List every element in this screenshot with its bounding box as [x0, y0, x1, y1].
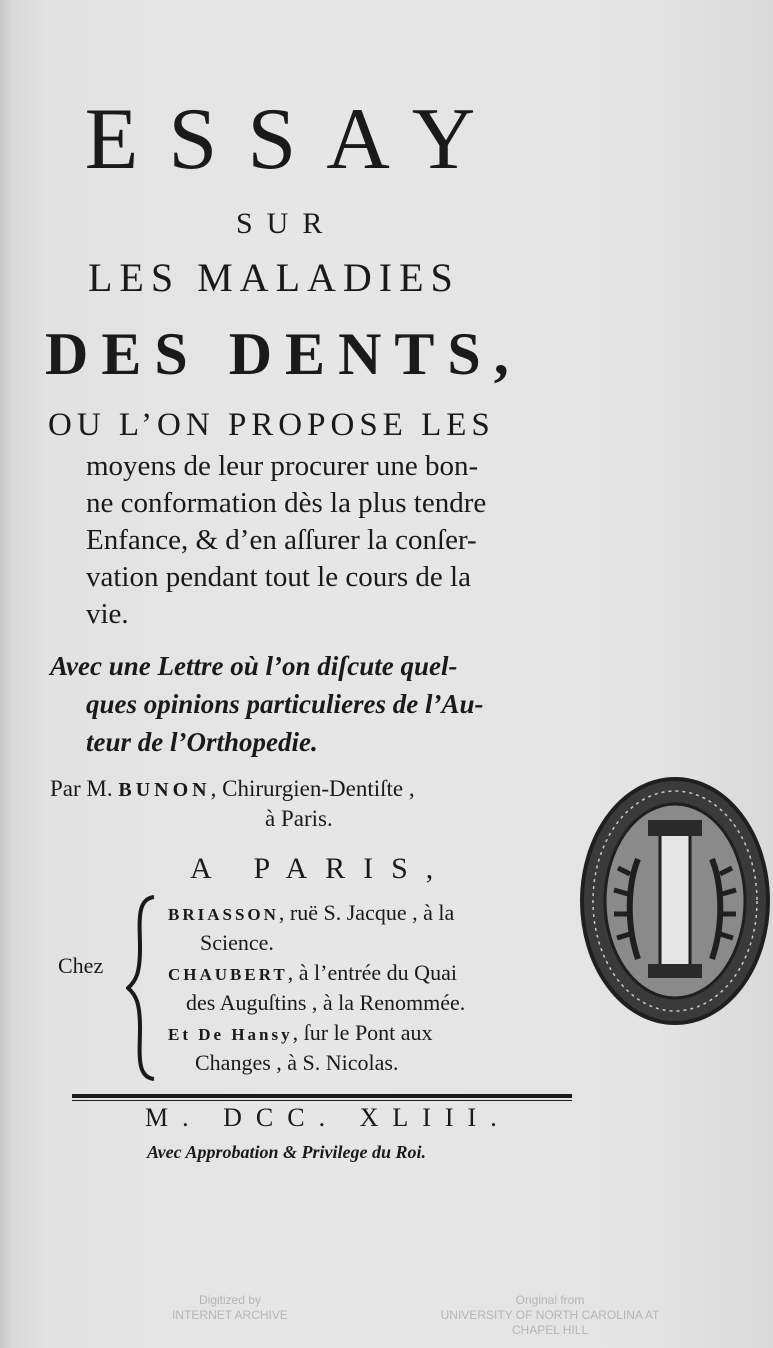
watermark-line: CHAPEL HILL	[511, 1323, 589, 1337]
seller-address: Science.	[200, 930, 274, 955]
subtitle-body	[86, 448, 556, 633]
watermark-original	[420, 1293, 680, 1338]
subtitle-line: vie.	[86, 598, 129, 630]
author-name: BUNON	[118, 779, 211, 801]
seller-address: des Auguſtins , à la Renommée.	[186, 990, 466, 1015]
title-sur: SUR	[236, 207, 337, 240]
seller-name: BRIASSON	[168, 905, 279, 924]
letter-line: ques opinions particulieres de l’Au-	[86, 689, 484, 719]
imprint-chez: Chez	[58, 953, 104, 978]
subtitle-line: ne conformation dès la plus tendre	[86, 487, 487, 519]
title-dents: DES DENTS,	[45, 321, 522, 387]
seller-address: Changes , à S. Nicolas.	[195, 1050, 399, 1075]
divider-rule	[72, 1094, 572, 1098]
seller-address: , ruë S. Jacque , à la	[278, 900, 455, 925]
seller-address: , à l’entrée du Quai	[287, 960, 457, 985]
title-essay: ESSAY	[84, 91, 506, 188]
title-maladies: LES MALADIES	[88, 255, 460, 300]
seller-line	[195, 1048, 398, 1078]
subtitle-heading: OU L’ON PROPOSE LES	[48, 407, 495, 443]
publication-year: M. DCC. XLIII.	[145, 1103, 511, 1132]
watermark-digitized	[160, 1293, 300, 1323]
author-line	[50, 776, 415, 802]
seller-name: CHAUBERT	[168, 965, 288, 984]
author-role: , Chirurgien-Dentiſte ,	[210, 776, 415, 801]
curly-brace-icon	[126, 893, 166, 1083]
subtitle-line: moyens de leur procurer une bon-	[86, 450, 479, 482]
author-prefix: Par M.	[50, 776, 113, 801]
watermark-line: INTERNET ARCHIVE	[172, 1308, 288, 1322]
seller-line	[186, 988, 465, 1018]
approbation-note: Avec Approbation & Privilege du Roi.	[147, 1142, 426, 1162]
watermark-line: Original from	[515, 1293, 585, 1307]
divider-rule	[72, 1100, 572, 1101]
watermark-line: Digitized by	[198, 1293, 262, 1307]
seller-line	[168, 1018, 433, 1050]
letter-note	[50, 647, 570, 761]
seller-address: , ſur le Pont aux	[292, 1020, 433, 1045]
watermark-line: UNIVERSITY OF NORTH CAROLINA AT	[440, 1308, 660, 1322]
author-city: à Paris.	[265, 806, 333, 831]
page-spine-shadow	[0, 0, 14, 1348]
letter-line: Avec une Lettre où l’on diſcute quel-	[50, 651, 458, 681]
letter-line: teur de l’Orthopedie.	[86, 727, 318, 757]
subtitle-line: vation pendant tout le cours de la	[86, 561, 471, 593]
seller-line	[168, 958, 457, 990]
seller-line	[168, 898, 454, 930]
imprint-city: A PARIS,	[190, 852, 452, 885]
seller-line	[200, 928, 274, 958]
library-stamp-icon	[578, 774, 772, 1028]
subtitle-line: Enfance, & d’en aſſurer la conſer-	[86, 524, 477, 556]
seller-name: Et De Hansy	[168, 1025, 293, 1044]
